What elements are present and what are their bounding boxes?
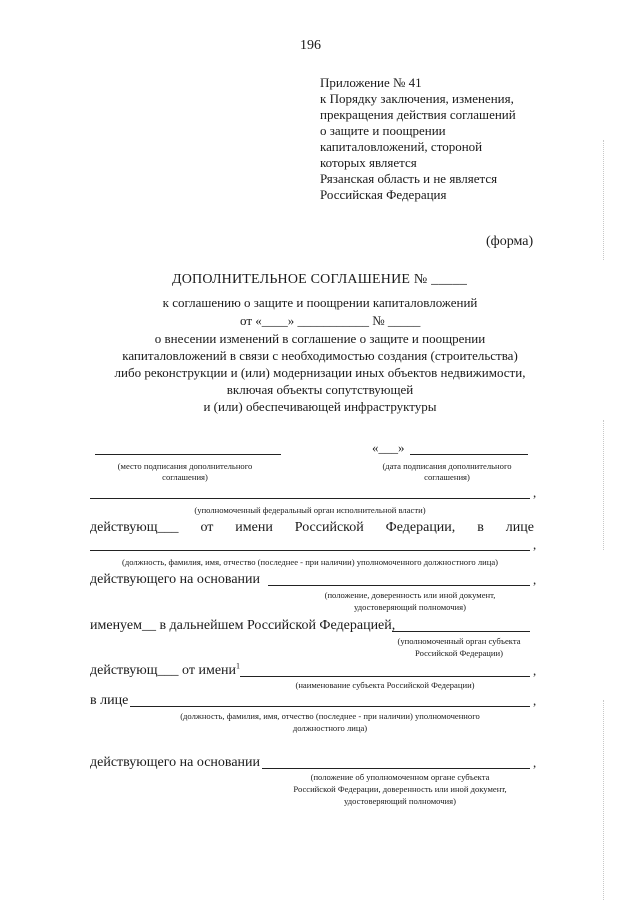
basis2-caption-2: Российской Федерации, доверенность или иной документ, (293, 784, 507, 794)
federal-body-caption: (уполномоченный федеральный орган исполнительной власти) (194, 505, 426, 515)
subtitle-line: либо реконструкции и (или) модернизации иных объектов недвижимости, (114, 365, 526, 380)
scan-edge-mark (603, 420, 604, 550)
acting-word: имени (235, 520, 273, 535)
appendix-line: Российская Федерация (320, 187, 447, 202)
region-body-caption-1: (уполномоченный орган субъекта (397, 636, 521, 646)
subtitle-line: капиталовложений в связи с необходимостью создания (строительства) (122, 348, 518, 363)
acting-on-behalf-label (90, 662, 240, 679)
appendix-line: о защите и поощрении (320, 123, 446, 138)
region-body-line[interactable] (392, 631, 530, 632)
comma: , (533, 693, 537, 708)
acting-word: от (200, 520, 214, 535)
subtitle-agreement: к соглашению о защите и поощрении капиталовложений (162, 295, 478, 310)
appendix-block (320, 75, 560, 203)
acting-word: Российской (294, 520, 364, 535)
footnote-mark: 1 (236, 661, 241, 671)
date-prefix: «___» (372, 440, 405, 455)
document-title: ДОПОЛНИТЕЛЬНОЕ СОГЛАШЕНИЕ № _____ (172, 272, 468, 287)
subtitle-line: включая объекты сопутствующей (226, 382, 414, 397)
subtitle-purpose (80, 331, 560, 416)
person-caption: (должность, фамилия, имя, отчество (последнее - при наличии) уполномоченного должностного лица) (121, 557, 499, 567)
region-person-caption-2: должностного лица) (292, 723, 368, 733)
comma: , (533, 755, 537, 770)
basis-caption-2: удостоверяющий полномочия) (354, 602, 466, 612)
subtitle-line: и (или) обеспечивающей инфраструктуры (203, 399, 437, 414)
region-name-line[interactable] (240, 676, 530, 677)
acting-on-behalf-text: действующ___ от имени (90, 663, 237, 678)
basis-caption-1: (положение, доверенность или иной документ, (324, 590, 496, 600)
named-label: именуем__ в дальнейшем Российской Федерацией, (90, 618, 396, 633)
appendix-line: Рязанская область и не является (320, 171, 498, 186)
page-number: 196 (300, 38, 321, 53)
subtitle-date-number: от «____» ___________ № _____ (240, 313, 421, 328)
subtitle-line: о внесении изменений в соглашение о защите и поощрении (154, 331, 486, 346)
basis2-line[interactable] (262, 768, 530, 769)
basis-label: действующего на основании (90, 572, 261, 587)
basis2-caption-1: (положение об уполномоченном органе субъекта (310, 772, 490, 782)
acting-word: лице (505, 520, 534, 535)
acting-word: в (477, 520, 484, 535)
comma: , (533, 485, 537, 500)
date-line[interactable] (410, 454, 528, 455)
basis2-caption-3: удостоверяющий полномочия) (344, 796, 456, 806)
region-body-caption-2: Российской Федерации) (415, 648, 503, 658)
comma: , (533, 572, 537, 587)
appendix-line: Приложение № 41 (320, 75, 422, 90)
region-name-caption: (наименование субъекта Российской Федерации) (295, 680, 475, 690)
appendix-line: капиталовложений, стороной (320, 139, 483, 154)
appendix-line: которых является (320, 155, 417, 170)
acting-word: Федерации, (385, 520, 456, 535)
appendix-line: к Порядку заключения, изменения, (320, 91, 514, 106)
date-caption: (дата подписания дополнительного соглашения) (382, 461, 512, 482)
in-person-label: в лице (90, 693, 129, 708)
comma: , (533, 663, 537, 678)
comma: , (533, 537, 537, 552)
basis-line[interactable] (268, 585, 530, 586)
appendix-line: прекращения действия соглашений (320, 107, 516, 122)
acting-word: действующ___ (90, 520, 179, 535)
place-line[interactable] (95, 454, 281, 455)
scan-edge-mark (603, 140, 604, 260)
place-caption: (место подписания дополнительного соглашения) (117, 461, 253, 482)
acting-on-behalf-rf-line (90, 519, 534, 536)
basis2-label: действующего на основании (90, 755, 261, 770)
region-person-caption-1: (должность, фамилия, имя, отчество (последнее - при наличии) уполномоченного (180, 711, 480, 721)
region-person-line[interactable] (130, 706, 530, 707)
form-label: (форма) (486, 234, 534, 249)
federal-body-line[interactable] (90, 498, 530, 499)
scan-edge-mark (603, 700, 604, 900)
person-line[interactable] (90, 550, 530, 551)
